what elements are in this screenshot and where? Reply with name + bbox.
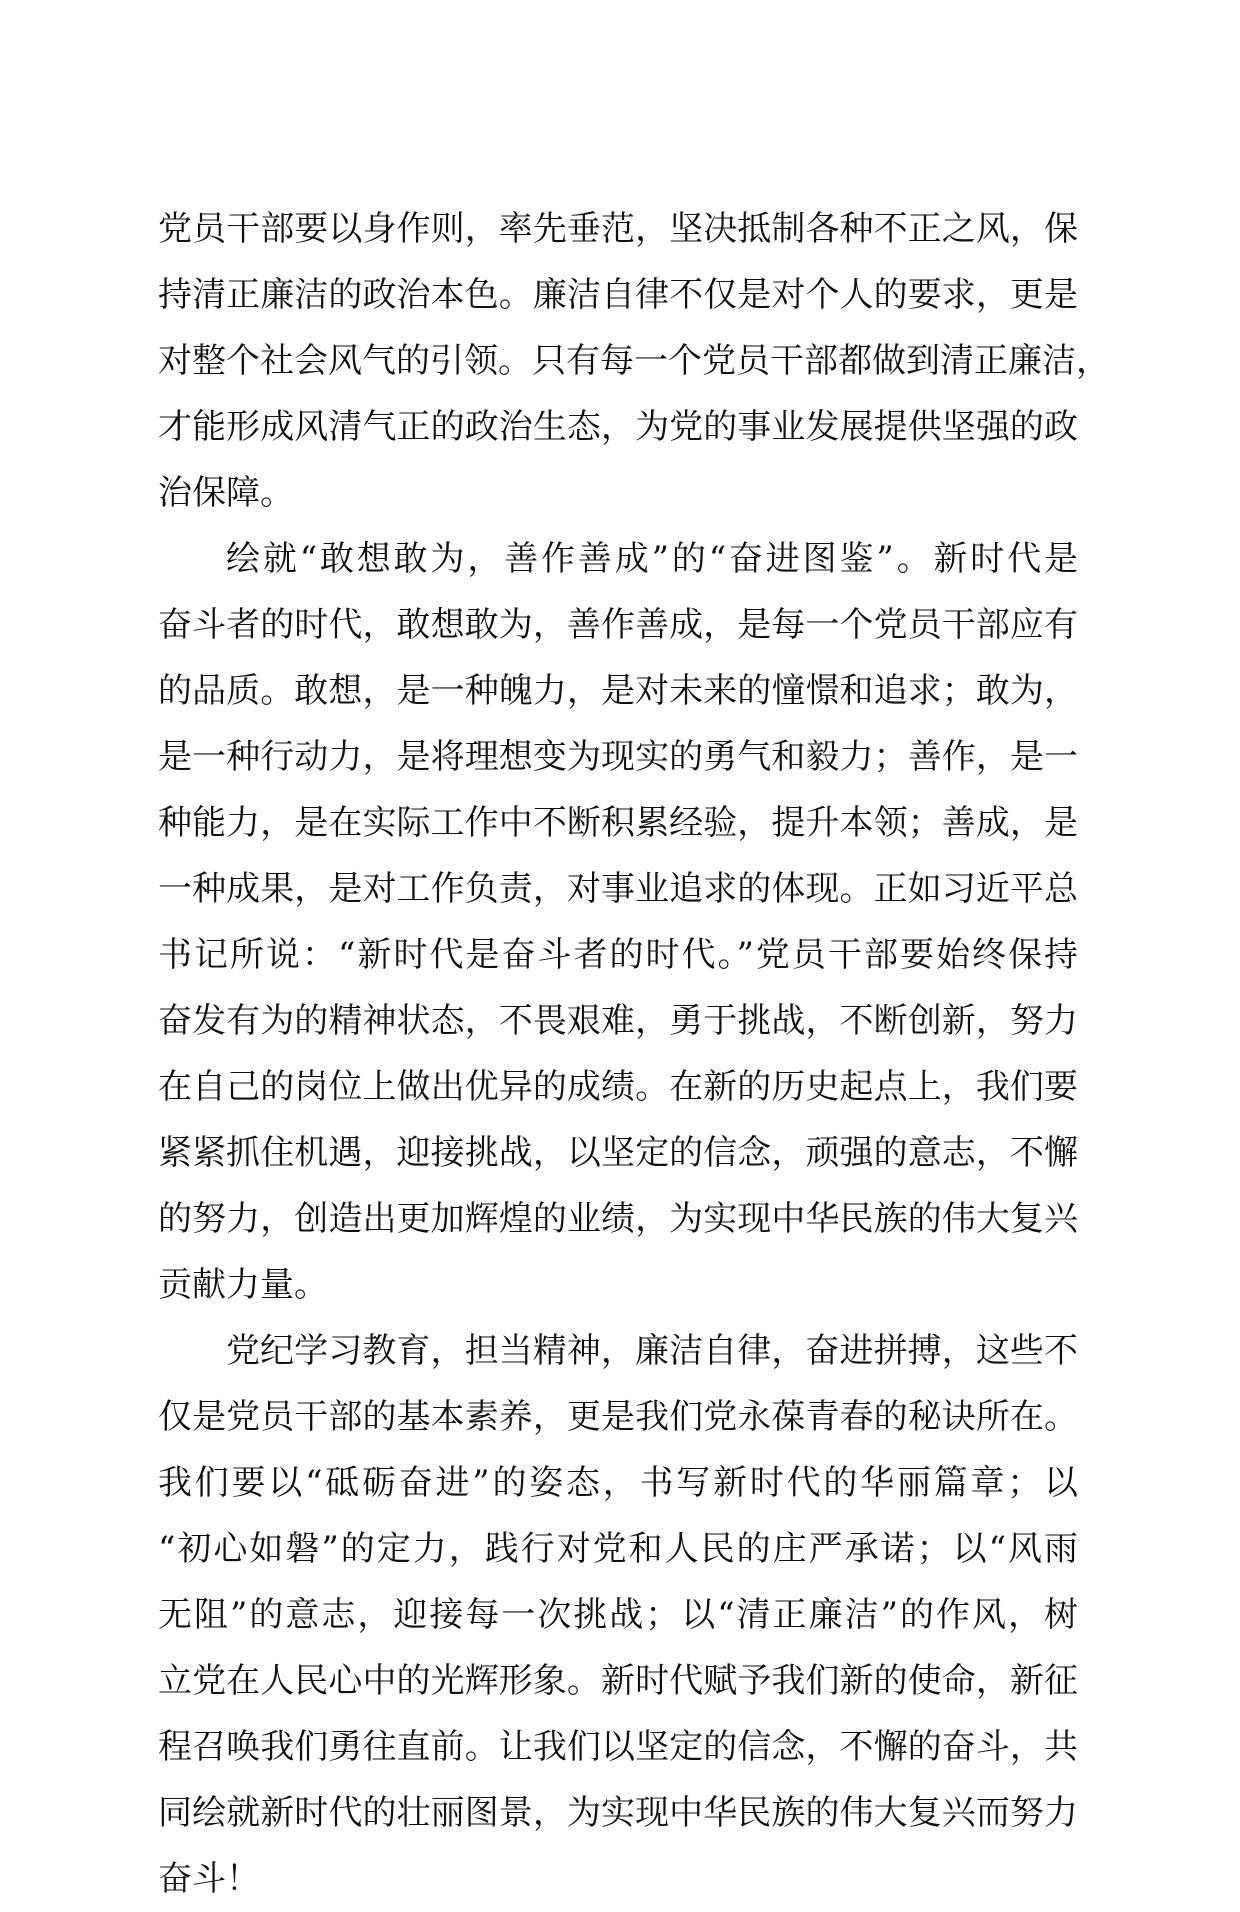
text-line: 在自己的岗位上做出优异的成绩。在新的历史起点上，我们要 bbox=[158, 1067, 1078, 1107]
text-line: 的品质。敢想，是一种魄力，是对未来的憧憬和追求；敢为， bbox=[158, 671, 1078, 711]
text-line: 一种成果，是对工作负责，对事业追求的体现。正如习近平总 bbox=[158, 869, 1078, 909]
text-line: 书记所说：“新时代是奋斗者的时代。”党员干部要始终保持 bbox=[158, 935, 1078, 975]
paragraph bbox=[158, 526, 1078, 1318]
text-line: 才能形成风清气正的政治生态，为党的事业发展提供坚强的政 bbox=[158, 407, 1078, 447]
text-line: 绘就“敢想敢为，善作善成”的“奋进图鉴”。新时代是 bbox=[226, 539, 1078, 579]
text-line: 党员干部要以身作则，率先垂范，坚决抵制各种不正之风，保 bbox=[158, 209, 1078, 249]
text-line: 同绘就新时代的壮丽图景，为实现中华民族的伟大复兴而努力 bbox=[158, 1793, 1078, 1833]
text-line: 贡献力量。 bbox=[158, 1265, 328, 1305]
text-line: 持清正廉洁的政治本色。廉洁自律不仅是对个人的要求，更是 bbox=[158, 275, 1078, 315]
paragraph bbox=[158, 1318, 1078, 1912]
text-line: 无阻”的意志，迎接每一次挑战；以“清正廉洁”的作风，树 bbox=[158, 1595, 1078, 1635]
text-line: “初心如磐”的定力，践行对党和人民的庄严承诺；以“风雨 bbox=[158, 1529, 1078, 1569]
text-line: 奋发有为的精神状态，不畏艰难，勇于挑战，不断创新，努力 bbox=[158, 1001, 1078, 1041]
text-line: 党纪学习教育，担当精神，廉洁自律，奋进拼搏，这些不 bbox=[226, 1331, 1078, 1371]
text-line: 立党在人民心中的光辉形象。新时代赋予我们新的使命，新征 bbox=[158, 1661, 1078, 1701]
document-body bbox=[158, 196, 1110, 1912]
text-line: 的努力，创造出更加辉煌的业绩，为实现中华民族的伟大复兴 bbox=[158, 1199, 1078, 1239]
text-line: 奋斗！ bbox=[158, 1859, 260, 1899]
text-line: 对整个社会风气的引领。只有每一个党员干部都做到清正廉洁， bbox=[158, 341, 1110, 381]
text-line: 治保障。 bbox=[158, 473, 294, 513]
paragraph bbox=[158, 196, 1110, 526]
text-line: 是一种行动力，是将理想变为现实的勇气和毅力；善作，是一 bbox=[158, 737, 1078, 777]
text-line: 紧紧抓住机遇，迎接挑战，以坚定的信念，顽强的意志，不懈 bbox=[158, 1133, 1078, 1173]
text-line: 种能力，是在实际工作中不断积累经验，提升本领；善成，是 bbox=[158, 803, 1078, 843]
text-line: 奋斗者的时代，敢想敢为，善作善成，是每一个党员干部应有 bbox=[158, 605, 1078, 645]
text-line: 仅是党员干部的基本素养，更是我们党永葆青春的秘诀所在。 bbox=[158, 1397, 1078, 1437]
text-line: 程召唤我们勇往直前。让我们以坚定的信念，不懈的奋斗，共 bbox=[158, 1727, 1078, 1767]
text-line: 我们要以“砥砺奋进”的姿态，书写新时代的华丽篇章；以 bbox=[158, 1463, 1078, 1503]
